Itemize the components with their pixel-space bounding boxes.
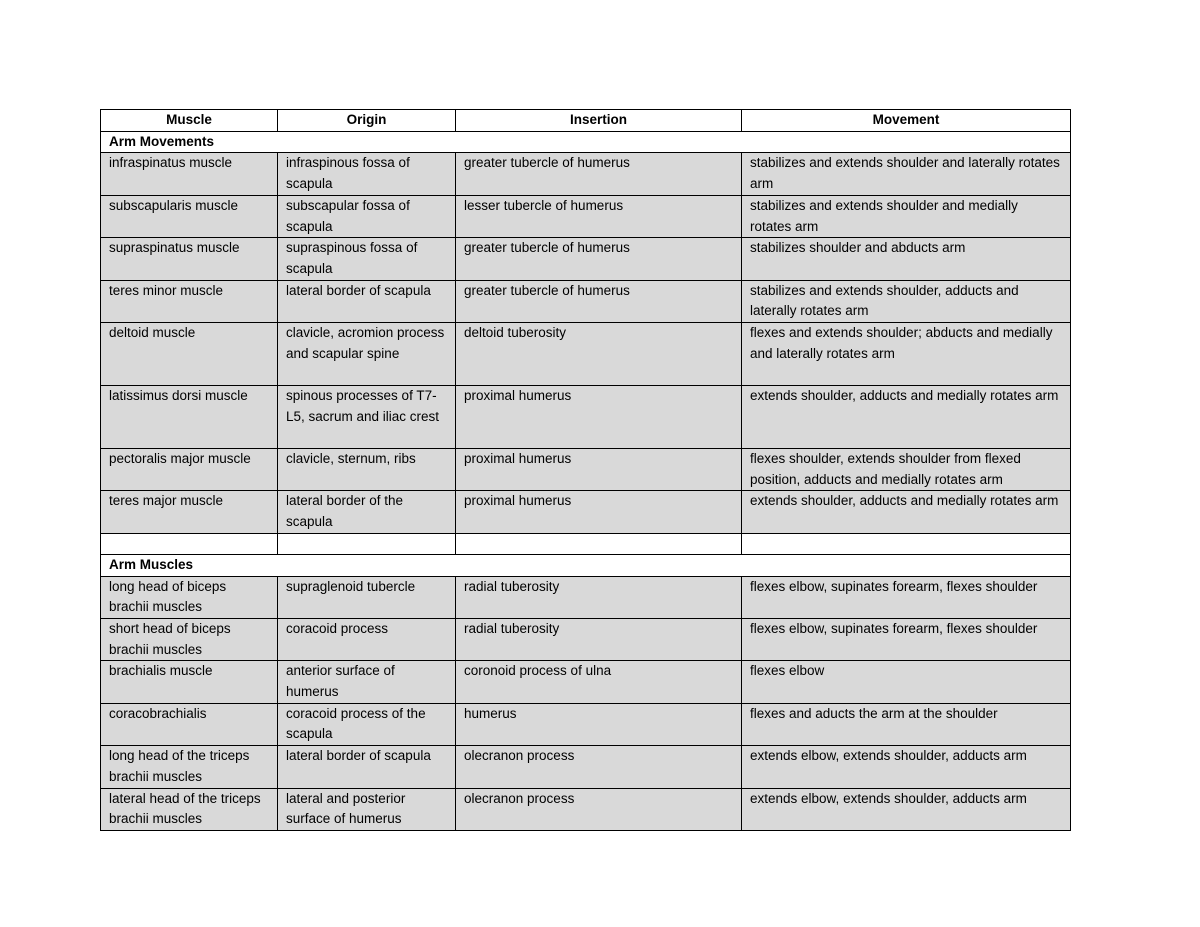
cell-muscle: short head of biceps brachii muscles: [101, 618, 278, 660]
cell-muscle: pectoralis major muscle: [101, 449, 278, 491]
cell-muscle: long head of biceps brachii muscles: [101, 576, 278, 618]
cell-origin: anterior surface of humerus: [278, 661, 456, 703]
cell-movement: extends elbow, extends shoulder, adducts arm: [742, 746, 1071, 788]
cell-insertion: radial tuberosity: [456, 576, 742, 618]
table-row: [101, 788, 1071, 830]
cell-movement: extends elbow, extends shoulder, adducts arm: [742, 788, 1071, 830]
table-row: [101, 280, 1071, 322]
cell-muscle: deltoid muscle: [101, 323, 278, 386]
cell-insertion: greater tubercle of humerus: [456, 153, 742, 195]
cell-muscle: teres major muscle: [101, 491, 278, 533]
cell-insertion: proximal humerus: [456, 491, 742, 533]
cell-insertion: coronoid process of ulna: [456, 661, 742, 703]
cell-origin: supraspinous fossa of scapula: [278, 238, 456, 280]
cell-origin: subscapular fossa of scapula: [278, 195, 456, 237]
blank-cell: [456, 533, 742, 554]
table-row: [101, 576, 1071, 618]
blank-cell: [278, 533, 456, 554]
cell-muscle: lateral head of the triceps brachii muscles: [101, 788, 278, 830]
cell-movement: stabilizes shoulder and abducts arm: [742, 238, 1071, 280]
section-title: Arm Muscles: [101, 554, 1071, 576]
cell-insertion: proximal humerus: [456, 386, 742, 449]
table-row: [101, 661, 1071, 703]
section-row: [101, 554, 1071, 576]
cell-origin: coracoid process: [278, 618, 456, 660]
cell-movement: extends shoulder, adducts and medially rotates arm: [742, 386, 1071, 449]
blank-cell: [101, 533, 278, 554]
header-insertion: Insertion: [456, 110, 742, 132]
cell-origin: infraspinous fossa of scapula: [278, 153, 456, 195]
cell-movement: stabilizes and extends shoulder and medially rotates arm: [742, 195, 1071, 237]
cell-muscle: latissimus dorsi muscle: [101, 386, 278, 449]
section-row: [101, 131, 1071, 153]
cell-movement: flexes and extends shoulder; abducts and medially and laterally rotates arm: [742, 323, 1071, 386]
cell-movement: flexes shoulder, extends shoulder from flexed position, adducts and medially rotates arm: [742, 449, 1071, 491]
table-row: [101, 703, 1071, 745]
cell-insertion: proximal humerus: [456, 449, 742, 491]
cell-insertion: olecranon process: [456, 788, 742, 830]
table-row: [101, 153, 1071, 195]
cell-origin: supraglenoid tubercle: [278, 576, 456, 618]
cell-muscle: brachialis muscle: [101, 661, 278, 703]
cell-movement: stabilizes and extends shoulder and laterally rotates arm: [742, 153, 1071, 195]
table-row: [101, 618, 1071, 660]
cell-movement: flexes elbow, supinates forearm, flexes shoulder: [742, 576, 1071, 618]
cell-movement: flexes elbow: [742, 661, 1071, 703]
cell-origin: lateral border of scapula: [278, 280, 456, 322]
table-row: [101, 746, 1071, 788]
cell-insertion: greater tubercle of humerus: [456, 280, 742, 322]
table-row: [101, 491, 1071, 533]
table-row: [101, 386, 1071, 449]
cell-origin: clavicle, sternum, ribs: [278, 449, 456, 491]
cell-muscle: infraspinatus muscle: [101, 153, 278, 195]
cell-origin: clavicle, acromion process and scapular spine: [278, 323, 456, 386]
cell-insertion: greater tubercle of humerus: [456, 238, 742, 280]
cell-muscle: teres minor muscle: [101, 280, 278, 322]
section-title: Arm Movements: [101, 131, 1071, 153]
cell-origin: lateral border of scapula: [278, 746, 456, 788]
header-origin: Origin: [278, 110, 456, 132]
cell-insertion: lesser tubercle of humerus: [456, 195, 742, 237]
blank-row: [101, 533, 1071, 554]
table-row: [101, 238, 1071, 280]
cell-origin: spinous processes of T7-L5, sacrum and iliac crest: [278, 386, 456, 449]
header-movement: Movement: [742, 110, 1071, 132]
header-muscle: Muscle: [101, 110, 278, 132]
cell-insertion: olecranon process: [456, 746, 742, 788]
cell-insertion: radial tuberosity: [456, 618, 742, 660]
cell-origin: lateral border of the scapula: [278, 491, 456, 533]
blank-cell: [742, 533, 1071, 554]
table-row: [101, 449, 1071, 491]
cell-muscle: coracobrachialis: [101, 703, 278, 745]
cell-muscle: long head of the triceps brachii muscles: [101, 746, 278, 788]
muscle-table: [100, 109, 1071, 831]
cell-movement: stabilizes and extends shoulder, adducts and laterally rotates arm: [742, 280, 1071, 322]
cell-muscle: subscapularis muscle: [101, 195, 278, 237]
table-row: [101, 323, 1071, 386]
cell-origin: lateral and posterior surface of humerus: [278, 788, 456, 830]
table-row: [101, 195, 1071, 237]
cell-insertion: humerus: [456, 703, 742, 745]
cell-movement: extends shoulder, adducts and medially rotates arm: [742, 491, 1071, 533]
table-header-row: [101, 110, 1071, 132]
cell-insertion: deltoid tuberosity: [456, 323, 742, 386]
cell-origin: coracoid process of the scapula: [278, 703, 456, 745]
cell-movement: flexes elbow, supinates forearm, flexes shoulder: [742, 618, 1071, 660]
cell-movement: flexes and aducts the arm at the shoulder: [742, 703, 1071, 745]
cell-muscle: supraspinatus muscle: [101, 238, 278, 280]
